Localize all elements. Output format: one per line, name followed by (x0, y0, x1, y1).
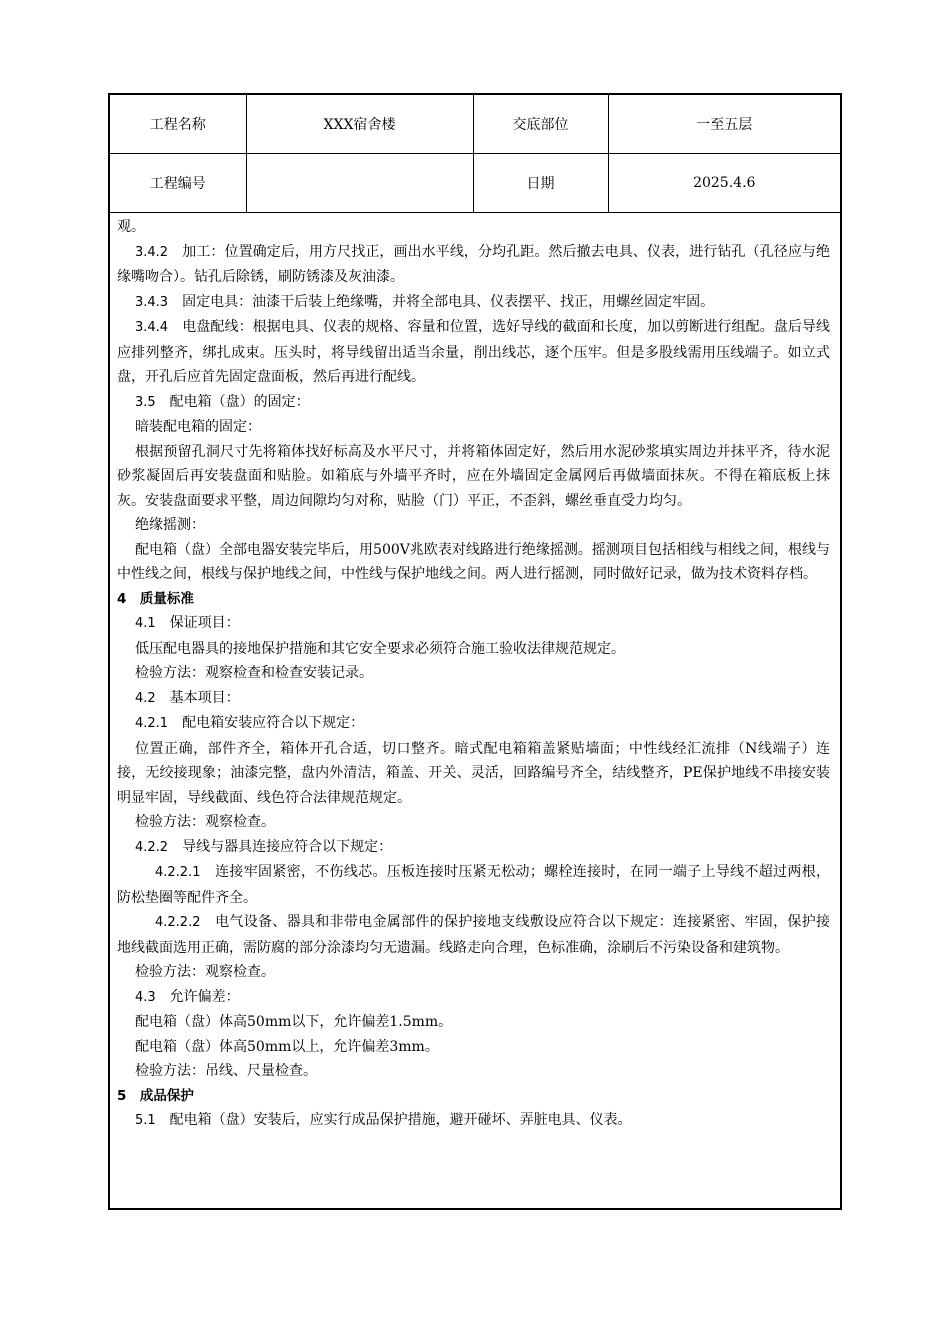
paragraph-text: 配电箱（盘）体高50mm以上，允许偏差3mm。 (135, 1038, 439, 1055)
paragraph-text: 加工：位置确定后，用方尺找正，画出水平线，分均孔距。然后撤去电具、仪表，进行钻孔（孔径应与绝缘嘴吻合）。钻孔后除锈，刷防锈漆及灰油漆。 (117, 243, 830, 285)
section-number: 4.2 (135, 690, 156, 706)
paragraph (117, 637, 830, 662)
paragraph (117, 686, 830, 712)
paragraph (117, 960, 830, 985)
paragraph-text: 检验方法：观察检查。 (135, 814, 275, 830)
project-number-value (246, 154, 473, 213)
paragraph (117, 835, 830, 861)
section-number: 5.1 (135, 1113, 156, 1128)
paragraph (117, 1108, 830, 1134)
paragraph (117, 538, 830, 587)
paragraph-text: 低压配电器具的接地保护措施和其它安全要求必须符合施工验收法律规范规定。 (135, 640, 625, 657)
section-heading (117, 1084, 830, 1109)
paragraph (117, 440, 830, 514)
paragraph-text: 配电箱安装应符合以下规定： (168, 715, 365, 731)
project-info-row (110, 95, 840, 154)
paragraph (117, 910, 830, 960)
paragraph (117, 1059, 830, 1084)
paragraph (117, 611, 830, 637)
paragraph (117, 860, 830, 910)
paragraph-text: 保证项目： (155, 615, 240, 631)
paragraph-text: 位置正确，部件齐全，箱体开孔合适，切口整齐。暗式配电箱箱盖紧贴墙面；中性线经汇流排（N线端子）连接，无绞接现象；油漆完整，盘内外清洁，箱盖、开关、灵活，回路编号齐全，结线整齐，PE保护地线不串接安装明显牢固，导线截面、线色符合法律规范规定。 (117, 740, 830, 806)
date-label: 日期 (473, 154, 608, 213)
paragraph-text: 固定电具：油漆干后装上绝缘嘴，并将全部电具、仪表摆平、找正，用螺丝固定牢固。 (168, 293, 715, 310)
section-number: 4.2.2.2 (155, 915, 201, 930)
paragraph (117, 240, 830, 290)
section-number: 4 (117, 590, 127, 607)
paragraph (117, 1035, 830, 1060)
paragraph-text: 检验方法：观察检查。 (135, 964, 275, 980)
paragraph-text: 允许偏差： (155, 988, 240, 1005)
paragraph-text: 导线与器具连接应符合以下规定： (168, 838, 393, 855)
paragraph-text: 检验方法：观察检查和检查安装记录。 (135, 665, 373, 681)
paragraph (117, 985, 830, 1011)
paragraph (117, 290, 830, 316)
paragraph-text: 暗装配电箱的固定： (135, 419, 261, 435)
paragraph (117, 215, 830, 240)
paragraph-text: 配电箱（盘）全部电器安装完毕后，用500V兆欧表对线路进行绝缘摇测。摇测项目包括相线与相线之间，根线与中性线之间，根线与保护地线之间，中性线与保护地线之间。两人进行摇测，同时做好记录，做为技术资料存档。 (117, 541, 830, 582)
section-number: 4.2.1 (135, 716, 169, 731)
paragraph-text: 绝缘摇测： (135, 517, 205, 533)
paragraph-text: 观。 (117, 219, 145, 235)
paragraph (117, 737, 830, 811)
handover-section-value: 一至五层 (608, 95, 840, 154)
handover-section-label: 交底部位 (473, 95, 608, 154)
paragraph-text: 检验方法：吊线、尺量检查。 (135, 1063, 317, 1079)
section-number: 3.4.2 (135, 244, 169, 260)
paragraph (117, 810, 830, 835)
paragraph-text: 连接牢固紧密，不伤线芯。压板连接时压紧无松动；螺栓连接时，在同一端子上导线不超过两根，防松垫圈等配件齐全。 (117, 864, 830, 906)
section-number: 4.2.2 (135, 839, 169, 855)
paragraph-text: 质量标准 (126, 590, 194, 607)
project-name-value: XXX宿舍楼 (246, 95, 473, 154)
paragraph (117, 390, 830, 416)
paragraph (117, 513, 830, 538)
project-info-row (110, 154, 840, 213)
section-number: 4.2.2.1 (155, 865, 201, 880)
date-value: 2025.4.6 (608, 154, 840, 213)
section-number: 4.3 (135, 989, 156, 1005)
paragraph-text: 配电箱（盘）的固定： (155, 393, 310, 410)
section-number: 3.4.3 (135, 294, 169, 310)
project-name-label: 工程名称 (110, 95, 246, 154)
paragraph (117, 711, 830, 737)
document-body (110, 215, 840, 1134)
paragraph (117, 315, 830, 390)
paragraph-text: 基本项目： (155, 689, 240, 706)
section-heading (117, 587, 830, 612)
paragraph-text: 成品保护 (126, 1087, 194, 1104)
document-frame (108, 93, 842, 1210)
section-number: 3.5 (135, 394, 156, 410)
project-number-label: 工程编号 (110, 154, 246, 213)
paragraph (117, 415, 830, 440)
paragraph (117, 661, 830, 686)
section-number: 3.4.4 (135, 320, 169, 335)
section-number: 4.1 (135, 616, 156, 631)
paragraph-text: 配电箱（盘）安装后，应实行成品保护措施，避开碰坏、弄脏电具、仪表。 (155, 1112, 632, 1128)
paragraph-text: 根据预留孔洞尺寸先将箱体找好标高及水平尺寸，并将箱体固定好，然后用水泥砂浆填实周边并抹平齐，待水泥砂浆凝固后再安装盘面和贴脸。如箱底与外墙平齐时，应在外墙固定金属网后再做墙面抹灰。不得在箱底板上抹灰。安装盘面要求平整，周边间隙均匀对称，贴脸（门）平正，不歪斜，螺丝垂直受力均匀。 (117, 443, 830, 509)
section-number: 5 (117, 1087, 127, 1104)
project-info-table (110, 95, 840, 213)
paragraph-text: 电气设备、器具和非带电金属部件的保护接地支线敷设应符合以下规定：连接紧密、牢固，保护接地线截面选用正确，需防腐的部分涂漆均匀无遗漏。线路走向合理，色标准确，涂刷后不污染设备和建筑物。 (117, 914, 830, 956)
paragraph-text: 电盘配线：根据电具、仪表的规格、容量和位置，选好导线的截面和长度，加以剪断进行组配。盘后导线应排列整齐，绑扎成束。压头时，将导线留出适当余量，削出线芯，逐个压牢。但是多股线需用压线端子。如立式盘，开孔后应首先固定盘面板，然后再进行配线。 (117, 319, 830, 385)
paragraph (117, 1010, 830, 1035)
paragraph-text: 配电箱（盘）体高50mm以下，允许偏差1.5mm。 (135, 1014, 453, 1030)
